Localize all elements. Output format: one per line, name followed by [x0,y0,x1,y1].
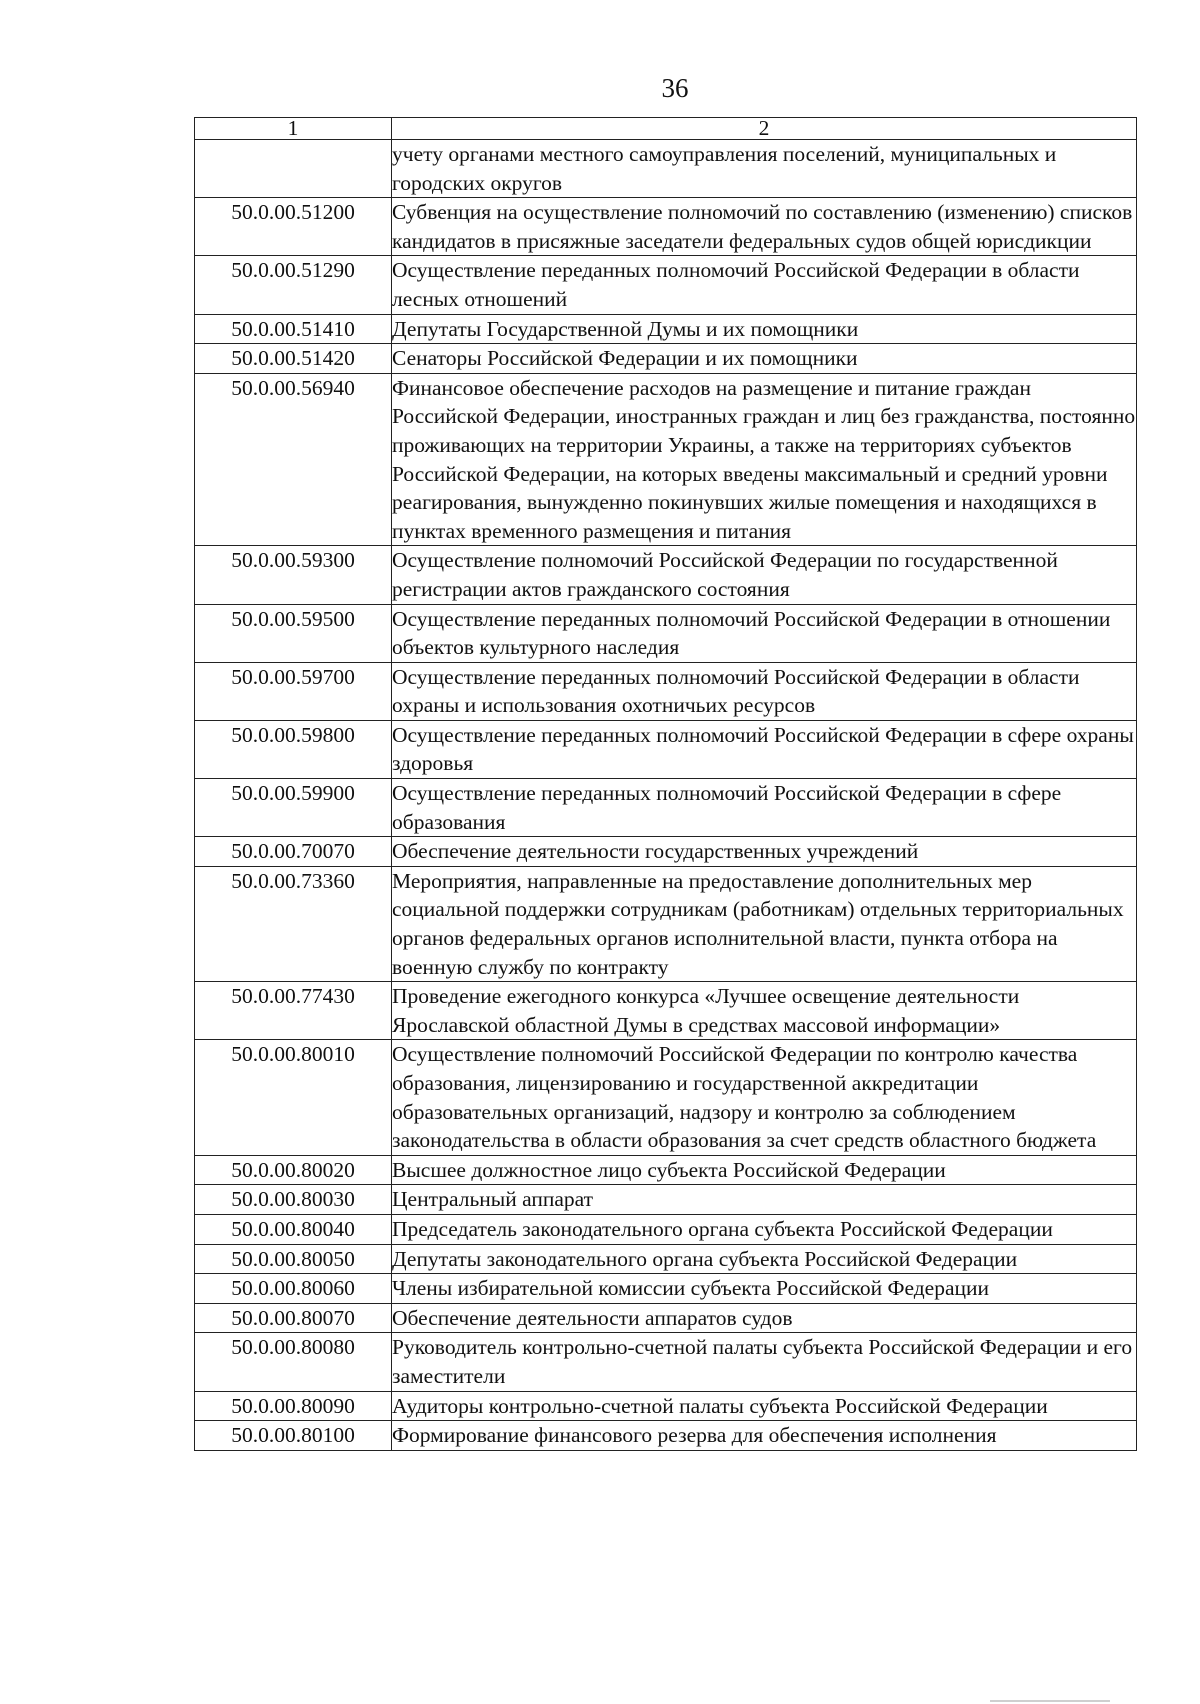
table-row [195,344,1137,374]
row-code: 50.0.00.51200 [195,198,392,256]
row-code: 50.0.00.59500 [195,604,392,662]
page-number: 36 [661,73,689,103]
row-code: 50.0.00.80070 [195,1303,392,1333]
row-code [195,140,392,198]
row-code: 50.0.00.80020 [195,1155,392,1185]
row-description: Аудиторы контрольно-счетной палаты субъекта Российской Федерации [392,1391,1137,1421]
row-description: Руководитель контрольно-счетной палаты субъекта Российской Федерации и его заместители [392,1333,1137,1391]
table-row [195,866,1137,981]
table-row [195,1155,1137,1185]
table-row [195,662,1137,720]
row-code: 50.0.00.51290 [195,256,392,314]
row-code: 50.0.00.59700 [195,662,392,720]
table-row [195,256,1137,314]
table-row [195,373,1137,546]
row-description: Высшее должностное лицо субъекта Российской Федерации [392,1155,1137,1185]
table-row [195,140,1137,198]
row-description: Субвенция на осуществление полномочий по составлению (изменению) списков кандидатов в присяжные заседатели федеральных судов общей юрисдикции [392,198,1137,256]
table-header-row [195,118,1137,140]
table-row [195,1333,1137,1391]
table-row [195,1185,1137,1215]
column-header-code: 1 [195,118,392,140]
table-row [195,198,1137,256]
row-code: 50.0.00.80090 [195,1391,392,1421]
table-body [195,140,1137,1451]
table-row [195,779,1137,837]
row-code: 50.0.00.73360 [195,866,392,981]
row-code: 50.0.00.59300 [195,546,392,604]
row-description: Осуществление переданных полномочий Российской Федерации в сфере образования [392,779,1137,837]
row-description: Члены избирательной комиссии субъекта Российской Федерации [392,1274,1137,1304]
row-code: 50.0.00.56940 [195,373,392,546]
row-description: Председатель законодательного органа субъекта Российской Федерации [392,1214,1137,1244]
row-code: 50.0.00.59800 [195,720,392,778]
table-row [195,604,1137,662]
row-code: 50.0.00.59900 [195,779,392,837]
row-code: 50.0.00.80080 [195,1333,392,1391]
column-header-description: 2 [392,118,1137,140]
table-row [195,982,1137,1040]
row-description: Обеспечение деятельности государственных учреждений [392,837,1137,867]
table-row [195,546,1137,604]
row-code: 50.0.00.80030 [195,1185,392,1215]
row-description: Финансовое обеспечение расходов на размещение и питание граждан Российской Федерации, иностранных граждан и лиц без гражданства, постоянно проживающих на территории Украины, а также на территориях субъектов Российской Федерации, на которых введены максимальный и средний уровни реагирования, вынужденно покинувших жилые помещения и находящихся в пунктах временного размещения и питания [392,373,1137,546]
row-description: Формирование финансового резерва для обеспечения исполнения [392,1421,1137,1451]
row-description: Мероприятия, направленные на предоставление дополнительных мер социальной поддержки сотрудникам (работникам) отдельных территориальных органов федеральных органов исполнительной власти, пункта отбора на военную службу по контракту [392,866,1137,981]
table-row [195,1274,1137,1304]
table-row [195,1421,1137,1451]
row-description: Обеспечение деятельности аппаратов судов [392,1303,1137,1333]
row-description: Центральный аппарат [392,1185,1137,1215]
row-description: Осуществление переданных полномочий Российской Федерации в отношении объектов культурного наследия [392,604,1137,662]
row-description: Депутаты Государственной Думы и их помощники [392,314,1137,344]
row-code: 50.0.00.51420 [195,344,392,374]
row-description: Осуществление полномочий Российской Федерации по контролю качества образования, лицензированию и государственной аккредитации образовательных организаций, надзору и контролю за соблюдением законодательства в области образования за счет средств областного бюджета [392,1040,1137,1155]
row-description: Осуществление переданных полномочий Российской Федерации в области охраны и использования охотничьих ресурсов [392,662,1137,720]
row-code: 50.0.00.80050 [195,1244,392,1274]
table-row [195,1040,1137,1155]
row-code: 50.0.00.51410 [195,314,392,344]
row-code: 50.0.00.80010 [195,1040,392,1155]
table-row [195,1214,1137,1244]
table-row [195,720,1137,778]
row-description: Осуществление полномочий Российской Федерации по государственной регистрации актов гражданского состояния [392,546,1137,604]
row-description: Сенаторы Российской Федерации и их помощники [392,344,1137,374]
row-description: Депутаты законодательного органа субъекта Российской Федерации [392,1244,1137,1274]
row-code: 50.0.00.77430 [195,982,392,1040]
scan-artifact-line [990,1700,1110,1702]
table-row [195,1244,1137,1274]
row-code: 50.0.00.80100 [195,1421,392,1451]
row-code: 50.0.00.80040 [195,1214,392,1244]
budget-codes-table [194,117,1137,1451]
row-code: 50.0.00.80060 [195,1274,392,1304]
table-row [195,314,1137,344]
row-description: Проведение ежегодного конкурса «Лучшее освещение деятельности Ярославской областной Думы в средствах массовой информации» [392,982,1137,1040]
table-row [195,1391,1137,1421]
row-description: Осуществление переданных полномочий Российской Федерации в сфере охраны здоровья [392,720,1137,778]
row-code: 50.0.00.70070 [195,837,392,867]
table-row [195,1303,1137,1333]
table-row [195,837,1137,867]
row-description: учету органами местного самоуправления поселений, муниципальных и городских округов [392,140,1137,198]
row-description: Осуществление переданных полномочий Российской Федерации в области лесных отношений [392,256,1137,314]
